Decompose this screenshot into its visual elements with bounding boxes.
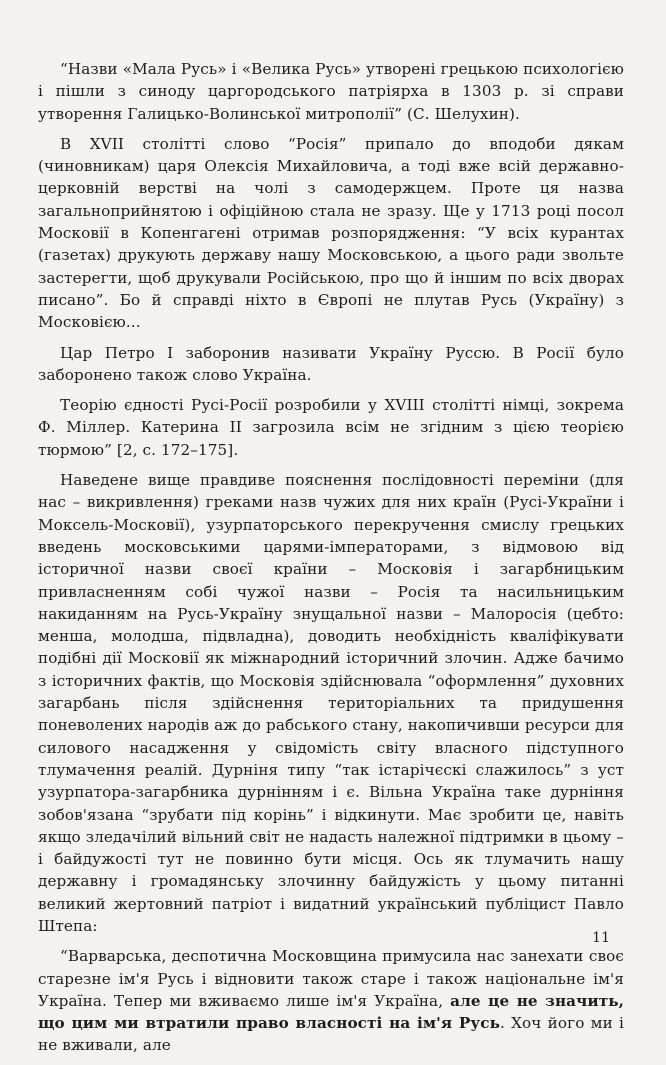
quote-text-end: . Хоч його ми і не вживали, але [38, 1014, 624, 1055]
paragraph-shtepa-quote [38, 945, 624, 1056]
page-body [38, 58, 624, 1065]
paragraph-explanation: Наведене вище правдиве пояснення послідовності переміни (для нас – викривлення) греками назв чужих для них країн (Русі-України і Моксель-Московії), узурпаторського перекручення смислу грецьких введень московськими царями-імператорами, з відмовою від історичної назви своєї країни – Московія і загарбницьким привласненням собі чужої назви – Росія та насильницьким накиданням на Русь-Україну знущальної назви – Малоросія (цебто: менша, молодша, підвладна), доводить необхідність кваліфікувати подібні дії Московії як міжнародний історичний злочин. Адже бачимо з історичних фактів, що Московія здійснювала “оформлення” духовних загарбань після здійснення територіальних та придушення поневолених народів аж до рабського стану, накопичивши ресурси для силового насадження у свідомість світу власного підступного тлумачення реалій. Дурніня типу “так істарічєскі слажилось” з уст узурпатора-загарбника дурнінням і є. Вільна Україна таке дурніння зобов'язана “зрубати під корінь” і відкинути. Має зробити це, навіть якщо зледачілий вільний світ не надасть належної підтримки в цьому – і байдужості тут не повинно бути місця. Ось як тлумачить нашу державну і громадянську злочинну байдужість у цьому питанні великий жертовний патріот і видатний український публіцист Павло Штепа: [38, 471, 624, 935]
page-number: 11 [592, 930, 610, 946]
quote-bold-text: але це не значить, що цим ми втратили право власності на ім'я Русь [38, 991, 625, 1033]
paragraph-unity-theory: Теорію єдності Русі-Росії розробили у XVIII столітті німці, зокрема Ф. Міллер. Катерина ІІ загрозила всім не згідним з цією теорією тюрмою” [2, с. 172–175]. [38, 396, 624, 459]
quote-text-start: “Варварська, деспотична Московщина примусила нас занехати своє старезне ім'я Русь і відновити також старе і також національне ім'я Україна. Тепер ми вживаємо лише ім'я Україна, [38, 947, 624, 1010]
paragraph-quote-shelukhin: “Назви «Мала Русь» і «Велика Русь» утворені грецькою психологією і пішли з синоду царгородського патріярха в 1303 р. зі справи утворення Галицько-Волинської митрополії” (С. Шелухин). [38, 60, 624, 123]
paragraph-rosiia-17th-century: В XVII столітті слово “Росія” припало до вподоби дякам (чиновникам) царя Олексія Михайловича, а тоді вже всій державно-церковній верстві на чолі з самодержцем. Проте ця назва загальноприйнятою і офіційною стала не зразу. Ще у 1713 році посол Московії в Копенгагені отримав розпорядження: “У всіх курантах (газетах) друкують державу нашу Московською, а цього ради звольте застерегти, щоб друкували Російською, про що й іншим по всіх дворах писано”. Бо й справді ніхто в Європі не плутав Русь (Україну) з Московією... [38, 134, 624, 332]
paragraph-peter-ban: Цар Петро І заборонив називати Україну Руссю. В Росії було заборонено також слово Україна. [38, 343, 624, 384]
